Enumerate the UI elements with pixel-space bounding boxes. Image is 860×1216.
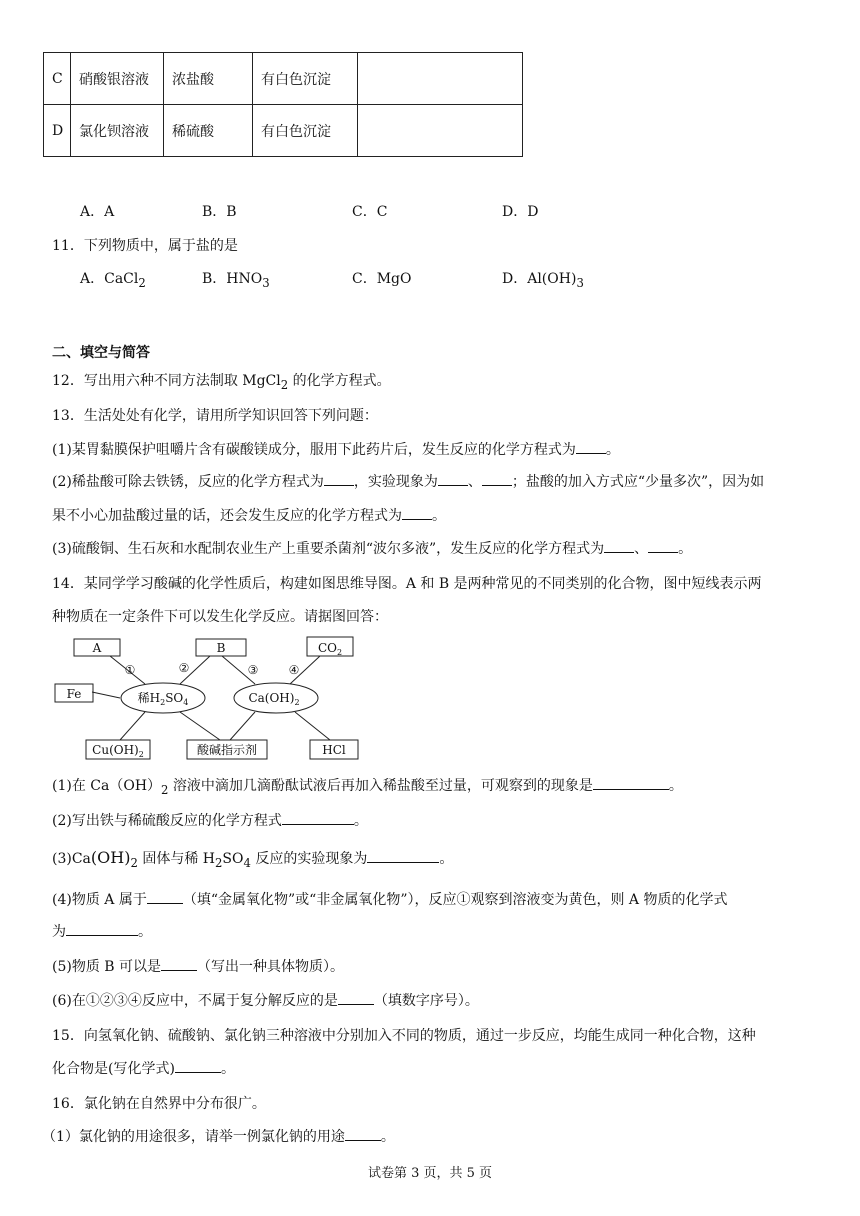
q11-option-c: C．MgO xyxy=(352,271,412,287)
q13-part2: (2)稀盐酸可除去铁锈，反应的化学方程式为 ，实验现象为 、 ；盐酸的加入方式应“少量多次”，因为如 xyxy=(52,474,765,490)
answer-blank[interactable] xyxy=(175,1060,221,1073)
q13-part2-cont: 果不小心加盐酸过量的话，还会发生反应的化学方程式为 。 xyxy=(52,508,446,524)
node-fe: Fe xyxy=(66,687,82,701)
reaction-1-label: ① xyxy=(124,663,136,677)
q10-option-d: D．D xyxy=(502,204,539,220)
q14-stem-line1: 14．某同学学习酸碱的化学性质后，构建如图思维导图。A 和 B 是两种常见的不同类别的化合物，图中短线表示两 xyxy=(52,576,762,592)
q11-stem: 11．下列物质中，属于盐的是 xyxy=(52,238,238,254)
q15-line1: 15．向氢氧化钠、硫酸钠、氯化钠三种溶液中分别加入不同的物质，通过一步反应，均能生成同一种化合物，这种 xyxy=(52,1028,756,1044)
answer-blank[interactable] xyxy=(367,850,439,863)
q11-option-b: B．$HNO_3$ xyxy=(202,271,270,290)
answer-blank[interactable] xyxy=(482,473,512,486)
table-cell xyxy=(358,105,523,157)
answer-blank[interactable] xyxy=(593,777,669,790)
q11-option-a: A．CaCl$_2$ xyxy=(80,271,146,290)
node-a: A xyxy=(92,641,102,655)
answer-blank[interactable] xyxy=(66,923,138,936)
node-copper-hydroxide: $Cu(OH)_2$ xyxy=(92,743,144,759)
q13-part3: (3)硫酸铜、生石灰和水配制农业生产上重要杀菌剂“波尔多液”，发生反应的化学方程式为 、 。 xyxy=(52,541,693,557)
answer-blank[interactable] xyxy=(648,540,678,553)
q14-part5: (5)物质 B 可以是 （写出一种具体物质）。 xyxy=(52,959,345,975)
row-label: D xyxy=(44,105,71,157)
node-hcl: HCl xyxy=(322,743,346,757)
q14-part1: (1)在 $Ca(OH)_2$ 溶液中滴加几滴酚酞试液后再加入稀盐酸至过量，可观察到的现象是 。 xyxy=(52,778,683,797)
section-heading: 二、填空与简答 xyxy=(52,345,150,361)
table-row xyxy=(44,53,523,105)
table-cell: 有白色沉淀 xyxy=(253,53,358,105)
q10-option-c: C．C xyxy=(352,204,388,220)
q12-stem: 12．写出用六种不同方法制取 MgCl$_2$ 的化学方程式。 xyxy=(52,373,391,392)
node-calcium-hydroxide: $Ca(OH)_2$ xyxy=(248,691,300,707)
answer-blank[interactable] xyxy=(324,473,354,486)
acid-base-mind-map xyxy=(50,632,370,766)
table-cell: 氯化钡溶液 xyxy=(71,105,164,157)
answer-blank[interactable] xyxy=(576,441,606,454)
row-label: C xyxy=(44,53,71,105)
answer-blank[interactable] xyxy=(438,473,468,486)
reaction-4-label: ④ xyxy=(288,663,300,677)
node-dilute-sulfuric-acid: 稀$H_2SO_4$ xyxy=(137,691,189,707)
q13-stem: 13．生活处处有化学，请用所学知识回答下列问题： xyxy=(52,408,378,424)
q13-part1: (1)某胃黏膜保护咀嚼片含有碳酸镁成分，服用下此药片后，发生反应的化学方程式为 。 xyxy=(52,442,620,458)
table-cell xyxy=(358,53,523,105)
answer-blank[interactable] xyxy=(345,1128,381,1141)
table-cell: 有白色沉淀 xyxy=(253,105,358,157)
q16-part1: （1）氯化钠的用途很多，请举一例氯化钠的用途 。 xyxy=(42,1129,395,1145)
q14-part4: (4)物质 A 属于 （填“金属氧化物”或“非金属氧化物”），反应①观察到溶液变为黄色，则 A 物质的化学式 xyxy=(52,892,728,908)
node-co2: $CO_2$ xyxy=(317,641,343,657)
q14-part6: (6)在①②③④反应中，不属于复分解反应的是 （填数字序号）。 xyxy=(52,993,479,1009)
reaction-3-label: ③ xyxy=(247,663,259,677)
q10-option-b: B．B xyxy=(202,204,237,220)
page-footer: 试卷第 3 页，共 5 页 xyxy=(367,1166,493,1181)
table-cell: 稀硫酸 xyxy=(164,105,253,157)
node-indicator: 酸碱指示剂 xyxy=(196,743,258,757)
q14-part2: (2)写出铁与稀硫酸反应的化学方程式 。 xyxy=(52,813,368,829)
answer-blank[interactable] xyxy=(402,507,432,520)
table-row xyxy=(44,105,523,157)
node-b: B xyxy=(216,641,226,655)
q11-option-d: D．$Al(OH)_3$ xyxy=(502,271,584,290)
answer-blank[interactable] xyxy=(282,812,354,825)
reaction-2-label: ② xyxy=(178,661,190,675)
answer-blank[interactable] xyxy=(338,992,374,1005)
q14-stem-line2: 种物质在一定条件下可以发生化学反应。请据图回答： xyxy=(52,609,388,625)
q15-line2: 化合物是(写化学式) 。 xyxy=(52,1061,235,1077)
answer-blank[interactable] xyxy=(604,540,634,553)
table-cell: 硝酸银溶液 xyxy=(71,53,164,105)
q14-part4-cont: 为 。 xyxy=(52,924,152,940)
table-cell: 浓盐酸 xyxy=(164,53,253,105)
answer-blank[interactable] xyxy=(161,958,197,971)
q16-stem: 16．氯化钠在自然界中分布很广。 xyxy=(52,1096,266,1112)
q10-option-a: A．A xyxy=(80,204,115,220)
option-table xyxy=(43,52,523,157)
answer-blank[interactable] xyxy=(147,891,183,904)
q14-part3: $(3)Ca(OH)_2$ 固体与稀 $H_2SO_4$ 反应的实验现象为 。 xyxy=(52,848,454,870)
